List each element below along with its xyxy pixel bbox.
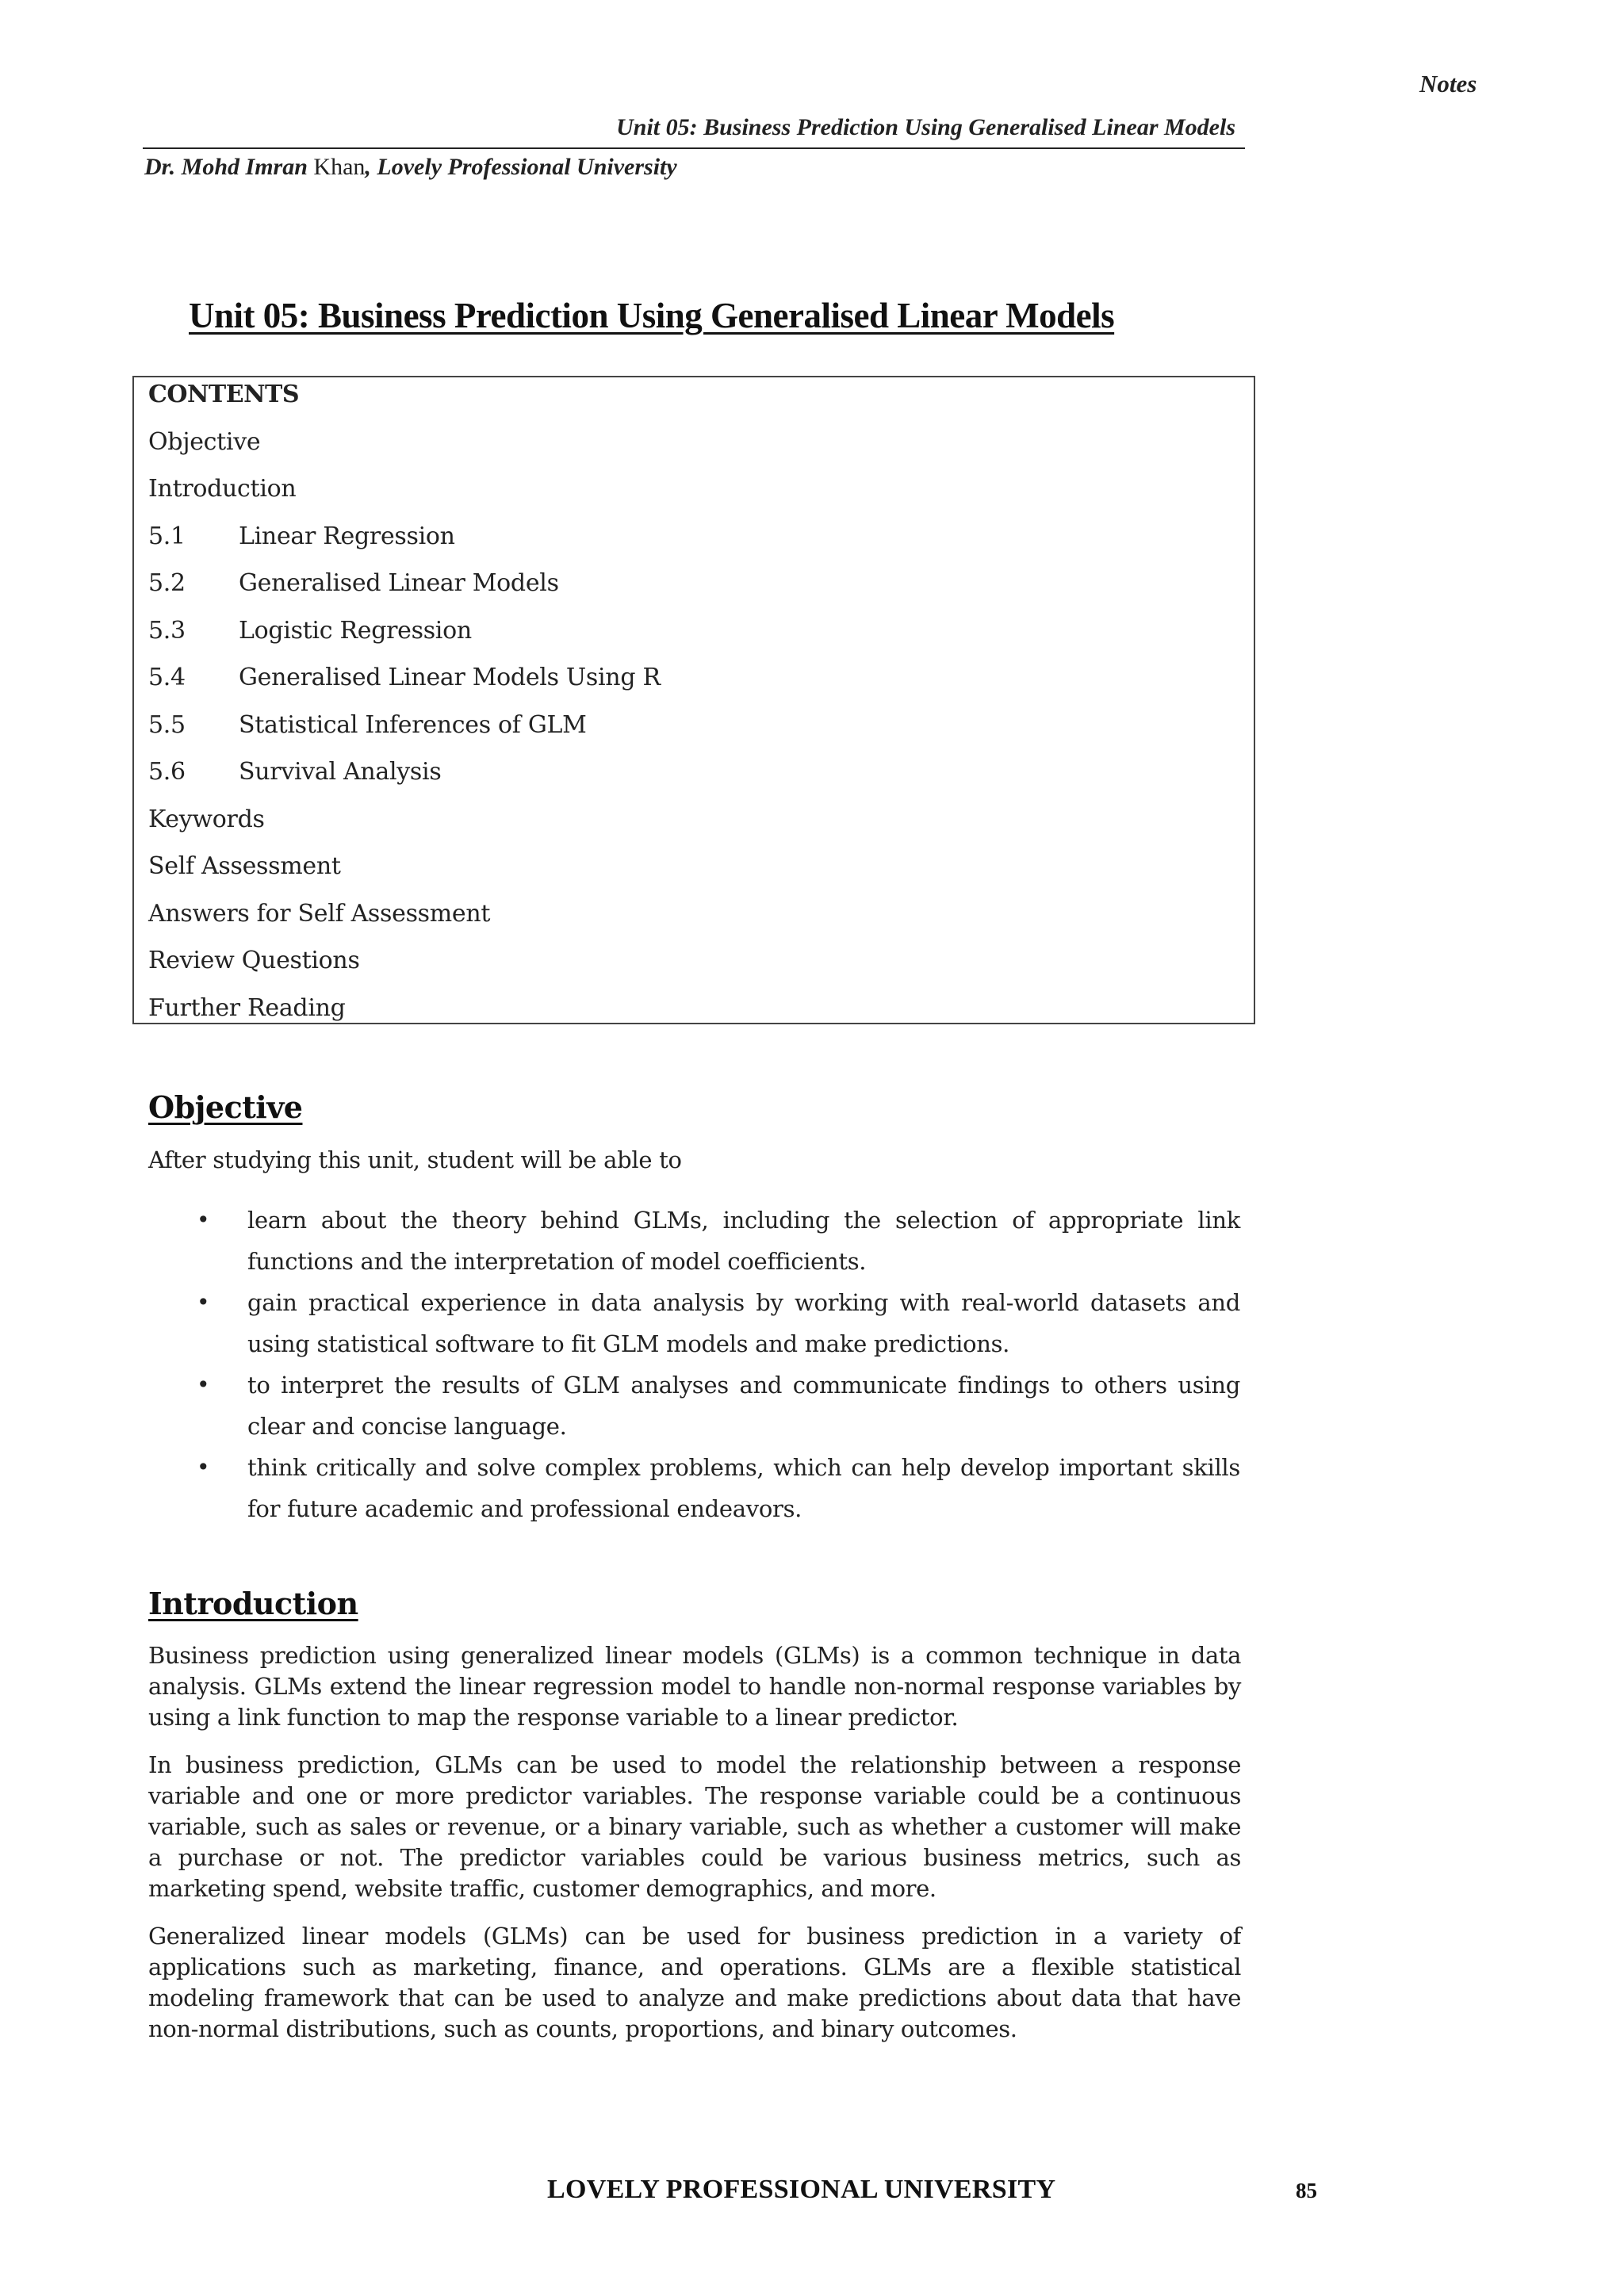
- contents-item-number: 5.5: [148, 710, 186, 739]
- bullet-icon: •: [197, 1289, 210, 1315]
- author-line: [144, 154, 677, 181]
- objective-heading: Objective: [148, 1089, 303, 1125]
- introduction-paragraph: In business prediction, GLMs can be used to model the relationship between a response variable and one or more predictor variables. The response variable could be a continuous variable, such as sales or revenue, or a binary variable, such as whether a customer will make a purchase or not. The predictor variables could be various business metrics, such as marketing spend, website traffic, customer demographics, and more.: [148, 1751, 1241, 1902]
- contents-item-label: Linear Regression: [239, 522, 455, 550]
- objective-lead: After studying this unit, student will be able to: [148, 1146, 682, 1173]
- contents-item-label: Answers for Self Assessment: [148, 899, 491, 928]
- introduction-body: [148, 1640, 1241, 2061]
- objective-bullet-list: [197, 1200, 1240, 1529]
- contents-item: [148, 898, 661, 946]
- objective-bullet-item: [197, 1364, 1240, 1447]
- contents-item: [148, 756, 661, 804]
- contents-item: [148, 993, 661, 1040]
- bullet-icon: •: [197, 1207, 210, 1233]
- contents-item-number: 5.2: [148, 569, 186, 597]
- contents-item: [148, 615, 661, 663]
- footer-university: LOVELY PROFESSIONAL UNIVERSITY: [547, 2175, 1056, 2204]
- objective-bullet-text: think critically and solve complex problems, which can help develop important skills for future academic and professional endeavors.: [247, 1454, 1240, 1522]
- contents-item-number: 5.4: [148, 664, 186, 691]
- contents-item: [148, 851, 661, 898]
- contents-heading: CONTENTS: [148, 381, 300, 408]
- contents-item: [148, 662, 661, 710]
- introduction-paragraph: Business prediction using generalized linear models (GLMs) is a common technique in data analysis. GLMs extend the linear regression model to handle non-normal response variables by using a link function to map the response variable to a linear predictor.: [148, 1642, 1241, 1731]
- objective-bullet-text: to interpret the results of GLM analyses and communicate findings to others using clear and concise language.: [247, 1372, 1240, 1440]
- bullet-icon: •: [197, 1454, 210, 1480]
- contents-item-label: Generalised Linear Models: [239, 569, 559, 597]
- contents-item-label: Generalised Linear Models Using R: [239, 664, 661, 691]
- contents-item-label: Logistic Regression: [239, 616, 472, 645]
- header-rule: [143, 147, 1245, 149]
- objective-bullet-item: [197, 1282, 1240, 1364]
- contents-list: [148, 379, 661, 1039]
- introduction-paragraph: Generalized linear models (GLMs) can be used for business prediction in a variety of applications such as marketing, finance, and operations. GLMs are a flexible statistical modeling framework that can be used to analyze and make predictions about data that have non-normal distributions, such as counts, proportions, and binary outcomes.: [148, 1923, 1241, 2042]
- author-name: Dr. Mohd Imran: [144, 154, 308, 180]
- contents-item-number: 5.1: [148, 522, 186, 550]
- contents-item: [148, 710, 661, 757]
- author-surname: Khan: [313, 154, 366, 180]
- running-head: Unit 05: Business Prediction Using Generalised Linear Models: [616, 114, 1235, 140]
- author-affiliation: , Lovely Professional University: [365, 154, 677, 180]
- objective-bullet-item: [197, 1447, 1240, 1529]
- contents-item-number: 5.3: [148, 616, 186, 645]
- contents-item: [148, 804, 661, 851]
- objective-bullet-item: [197, 1200, 1240, 1282]
- contents-item: [148, 427, 661, 474]
- contents-item: [148, 945, 661, 993]
- objective-bullet-text: gain practical experience in data analysis by working with real-world datasets and using statistical software to fit GLM models and make predictions.: [247, 1289, 1240, 1357]
- objective-bullet-text: learn about the theory behind GLMs, including the selection of appropriate link functions and the interpretation of model coefficients.: [247, 1207, 1240, 1275]
- contents-item-number: 5.6: [148, 758, 186, 786]
- contents-item-label: Self Assessment: [148, 852, 341, 880]
- unit-title: Unit 05: Business Prediction Using Generalised Linear Models: [189, 296, 1115, 335]
- margin-notes-label: Notes: [1419, 70, 1477, 98]
- contents-item-label: Review Questions: [148, 947, 360, 974]
- contents-item-label: Statistical Inferences of GLM: [239, 710, 587, 739]
- page-number: 85: [1296, 2179, 1317, 2202]
- contents-item: [148, 521, 661, 568]
- contents-item: [148, 473, 661, 521]
- contents-item-label: Objective: [148, 427, 261, 456]
- introduction-heading: Introduction: [148, 1586, 358, 1621]
- contents-item: [148, 568, 661, 615]
- contents-item-label: Further Reading: [148, 993, 346, 1022]
- contents-item-label: Introduction: [148, 475, 297, 503]
- contents-item-label: Survival Analysis: [239, 758, 442, 786]
- bullet-icon: •: [197, 1372, 210, 1398]
- contents-item-label: Keywords: [148, 805, 265, 833]
